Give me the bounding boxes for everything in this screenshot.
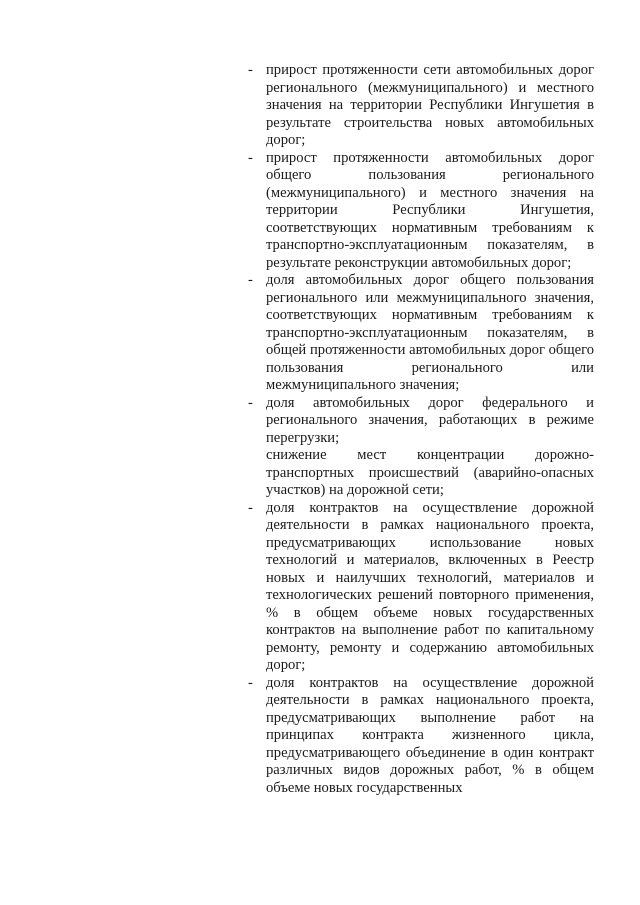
- bullet-marker: -: [248, 149, 253, 166]
- bullet-marker: -: [248, 272, 253, 288]
- list-item: [248, 150, 594, 273]
- list-item-continuation-text: снижение мест концентрации дорожно-транспортных происшествий (аварийно-опасных участков) на дорожной сети;: [266, 447, 594, 498]
- bullet-marker: -: [248, 499, 253, 516]
- list-item: [248, 395, 594, 500]
- bullet-marker: -: [248, 674, 253, 691]
- list-item: [248, 62, 594, 150]
- indicator-list: [248, 62, 594, 797]
- list-item-text: прирост протяженности автомобильных дорог общего пользования регионального (межмуниципального) и местного значения на территории Республики Ингушетия, соответствующих нормативным требованиям к транспортно-эксплуатационным показателям, в результате реконструкции автомобильных дорог;: [266, 149, 594, 271]
- list-item-text: доля автомобильных дорог общего пользования регионального или межмуниципального значения, соответствующих нормативным требованиям к транспортно-эксплуатационным показателям, в общей протяженности автомобильных дорог общего пользования регионального или межмуниципального значения;: [266, 272, 594, 393]
- bullet-marker: -: [248, 394, 253, 411]
- list-item-text: доля автомобильных дорог федерального и регионального значения, работающих в режиме перегрузки;: [266, 394, 594, 446]
- list-item-text: доля контрактов на осуществление дорожной деятельности в рамках национального проекта, предусматривающих выполнение работ на принципах контракта жизненного цикла, предусматривающего объединение в один контракт различных видов дорожных работ, % в общем объеме новых государственных: [266, 674, 594, 796]
- bullet-marker: -: [248, 62, 253, 78]
- list-item: [248, 675, 594, 798]
- list-item: [248, 272, 594, 395]
- list-item-text: доля контрактов на осуществление дорожной деятельности в рамках национального проекта, предусматривающих использование новых технологий и материалов, включенных в Реестр новых и наилучших технологий, материалов и технологических решений повторного применения, % в общем объеме новых государственных контрактов на выполнение работ по капитальному ремонту, ремонту и содержанию автомобильных дорог;: [266, 499, 594, 673]
- list-item: [248, 500, 594, 675]
- list-item-text: прирост протяженности сети автомобильных дорог регионального (межмуниципального) и местного значения на территории Республики Ингушетия в результате строительства новых автомобильных дорог;: [266, 62, 594, 148]
